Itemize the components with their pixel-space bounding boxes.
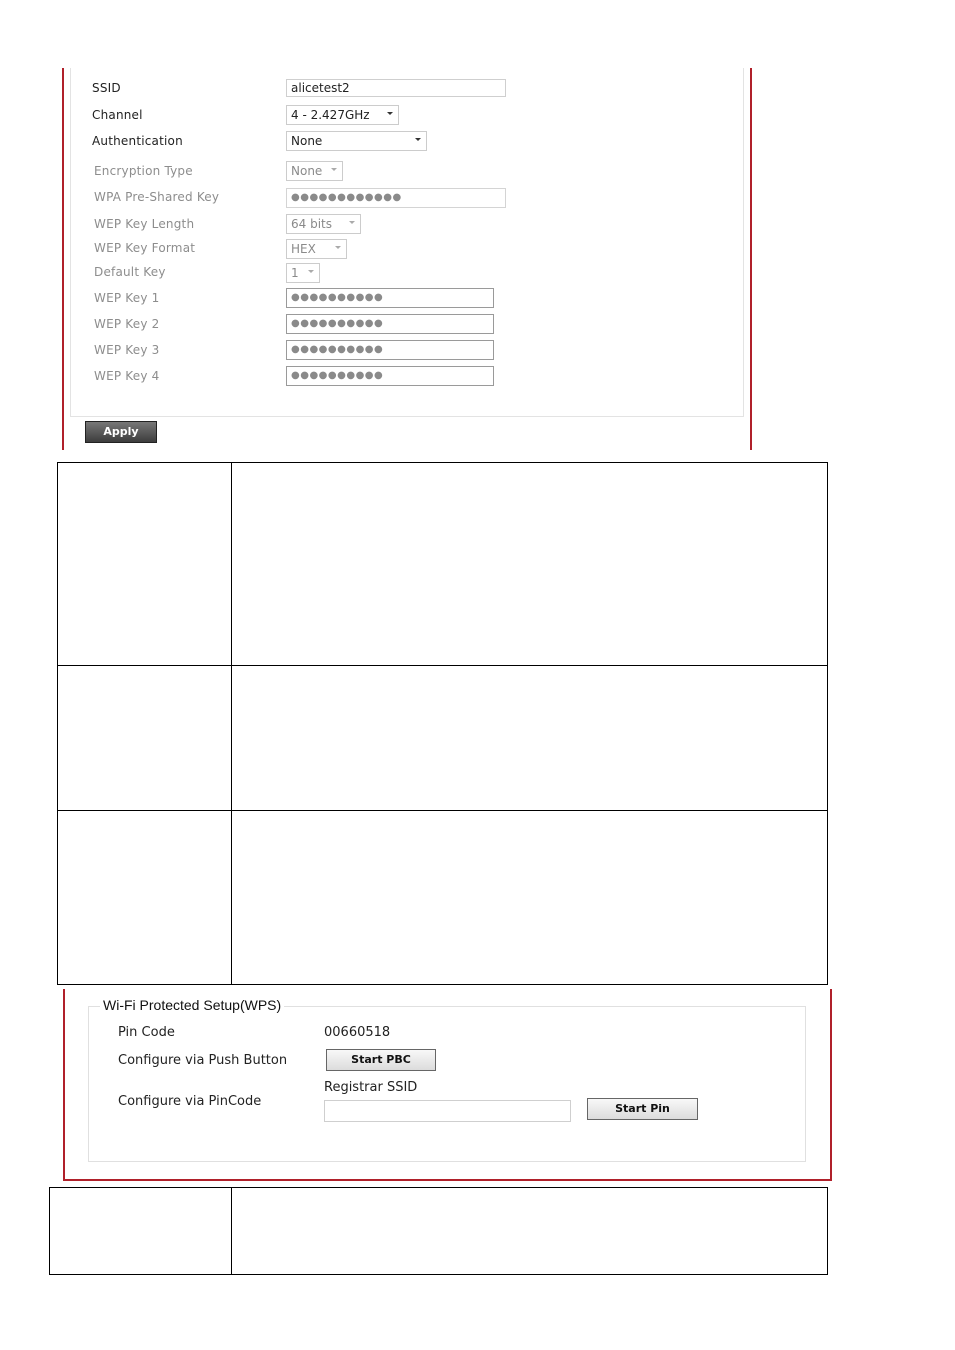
wpa-psk-label: WPA Pre-Shared Key xyxy=(94,190,220,204)
registrar-ssid-input[interactable] xyxy=(324,1100,571,1122)
channel-select[interactable] xyxy=(286,105,399,125)
wep-key-length-label: WEP Key Length xyxy=(94,217,195,231)
wep-key-format-select[interactable] xyxy=(286,239,347,259)
wep-key-2-input[interactable]: ●●●●●●●●●● xyxy=(286,314,494,334)
wep-key-format-label: WEP Key Format xyxy=(94,241,196,255)
wps-title: Wi-Fi Protected Setup(WPS) xyxy=(100,997,284,1013)
table-column-divider xyxy=(231,1188,232,1274)
chevron-down-icon xyxy=(335,246,341,249)
table-column-divider xyxy=(231,463,232,984)
wep-key-1-label: WEP Key 1 xyxy=(94,291,160,305)
apply-button[interactable]: Apply xyxy=(85,421,157,443)
pin-code-value: 00660518 xyxy=(324,1025,391,1040)
chevron-down-icon xyxy=(349,221,355,224)
registrar-ssid-label: Registrar SSID xyxy=(324,1080,418,1095)
description-table-2 xyxy=(49,1187,828,1275)
wps-fieldset xyxy=(88,1006,806,1162)
wep-key-format-value: HEX xyxy=(291,242,316,256)
wep-key-2-label: WEP Key 2 xyxy=(94,317,160,331)
push-button-label: Configure via Push Button xyxy=(118,1053,288,1068)
chevron-down-icon xyxy=(331,168,337,171)
description-table-1 xyxy=(57,462,828,985)
default-key-select[interactable] xyxy=(286,263,320,283)
authentication-value: None xyxy=(291,134,323,148)
wep-key-1-input[interactable]: ●●●●●●●●●● xyxy=(286,288,494,308)
pin-code-label: Pin Code xyxy=(118,1025,175,1040)
start-pbc-button[interactable]: Start PBC xyxy=(326,1049,436,1071)
start-pin-button[interactable]: Start Pin xyxy=(587,1098,698,1120)
encryption-type-select[interactable] xyxy=(286,161,343,181)
wireless-settings-panel xyxy=(62,68,752,450)
default-key-value: 1 xyxy=(291,266,299,280)
pincode-label: Configure via PinCode xyxy=(118,1094,262,1109)
wep-key-4-label: WEP Key 4 xyxy=(94,369,160,383)
wpa-psk-input[interactable]: ●●●●●●●●●●●● xyxy=(286,188,506,208)
authentication-label: Authentication xyxy=(92,134,183,148)
channel-label: Channel xyxy=(92,108,143,122)
ssid-input[interactable]: alicetest2 xyxy=(286,79,506,97)
chevron-down-icon xyxy=(308,270,314,273)
channel-value: 4 - 2.427GHz xyxy=(291,108,370,122)
default-key-label: Default Key xyxy=(94,265,166,279)
wep-key-length-select[interactable] xyxy=(286,214,361,234)
chevron-down-icon xyxy=(387,112,393,115)
wep-key-4-input[interactable]: ●●●●●●●●●● xyxy=(286,366,494,386)
ssid-label: SSID xyxy=(92,81,121,95)
encryption-type-label: Encryption Type xyxy=(94,164,193,178)
authentication-select[interactable] xyxy=(286,131,427,151)
table-row-divider xyxy=(58,810,827,811)
wep-key-3-input[interactable]: ●●●●●●●●●● xyxy=(286,340,494,360)
wep-key-3-label: WEP Key 3 xyxy=(94,343,160,357)
wep-key-length-value: 64 bits xyxy=(291,217,332,231)
encryption-type-value: None xyxy=(291,164,323,178)
table-row-divider xyxy=(58,665,827,666)
chevron-down-icon xyxy=(415,138,421,141)
